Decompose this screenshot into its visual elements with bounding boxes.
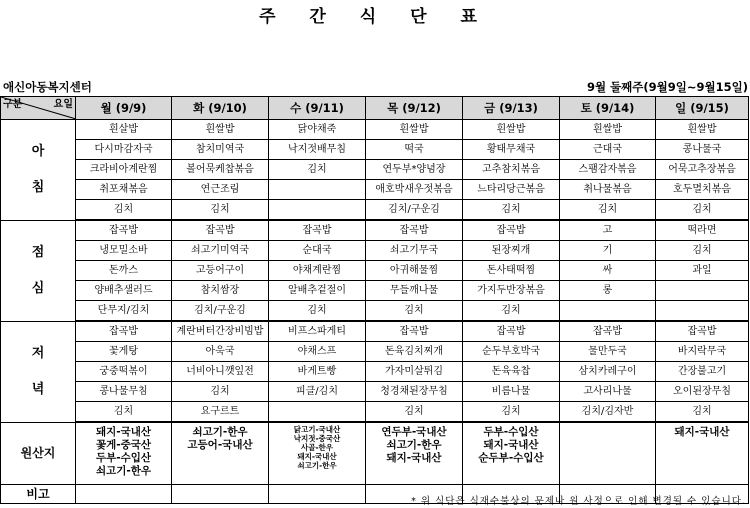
meal-label-lunch — [1, 220, 76, 321]
menu-cell: 콩나물무침 — [76, 382, 172, 402]
meal-label-char: 저 — [31, 345, 45, 361]
note-cell — [172, 485, 269, 504]
menu-cell: 취나물볶음 — [560, 180, 656, 200]
menu-cell: 요구르트 — [172, 402, 269, 423]
menu-cell: 근대국 — [560, 140, 656, 160]
meal-label-char: 심 — [31, 280, 45, 296]
origin-line: 꽃게-중국산 — [95, 439, 152, 451]
origin-cell — [656, 422, 749, 485]
origin-row — [1, 422, 749, 485]
meal-label-char: 침 — [31, 179, 45, 195]
menu-cell: 물만두국 — [560, 342, 656, 362]
origin-line: 낙지젓-중국산 — [293, 434, 341, 443]
menu-cell: 느타리당근볶음 — [463, 180, 560, 200]
menu-cell: 김치 — [463, 301, 560, 322]
menu-cell: 흰쌀밥 — [656, 120, 749, 140]
menu-cell: 간장불고기 — [656, 362, 749, 382]
menu-cell: 바지락무국 — [656, 342, 749, 362]
menu-cell: 흰쌀밥 — [560, 120, 656, 140]
meal-label-char: 녁 — [31, 381, 45, 397]
menu-row — [1, 220, 749, 241]
menu-cell — [269, 200, 366, 221]
menu-cell: 김치 — [560, 200, 656, 221]
menu-cell: 잡곡밥 — [76, 220, 172, 241]
menu-cell: 황태무채국 — [463, 140, 560, 160]
menu-cell: 연근조림 — [172, 180, 269, 200]
menu-cell: 롱 — [560, 281, 656, 301]
origin-line: 두부-수입산 — [95, 452, 152, 464]
menu-cell: 어묵고추장볶음 — [656, 160, 749, 180]
origin-cell — [560, 422, 656, 485]
menu-cell: 스팸감자볶음 — [560, 160, 656, 180]
origin-cell — [172, 422, 269, 485]
menu-cell: 김치 — [656, 402, 749, 423]
note-cell — [269, 485, 366, 504]
origin-cell — [366, 422, 463, 485]
menu-row — [1, 241, 749, 261]
menu-row — [1, 261, 749, 281]
origin-cell — [76, 422, 172, 485]
origin-line: 쇠고기-한우 — [297, 461, 337, 470]
origin-line: 사골-한우 — [300, 443, 334, 452]
menu-cell: 잡곡밥 — [269, 220, 366, 241]
menu-cell: 김치 — [366, 301, 463, 322]
meal-label-char: 아 — [31, 143, 45, 159]
menu-cell: 김치 — [366, 402, 463, 423]
menu-cell: 무들깨나물 — [366, 281, 463, 301]
menu-body — [1, 120, 749, 504]
menu-cell: 돈까스 — [76, 261, 172, 281]
origin-cell — [463, 422, 560, 485]
menu-cell — [269, 180, 366, 200]
menu-cell: 흰쌀밥 — [366, 120, 463, 140]
menu-row — [1, 402, 749, 423]
menu-cell: 흰쌀밥 — [172, 120, 269, 140]
menu-cell: 야채스프 — [269, 342, 366, 362]
meal-label-char: 점 — [31, 244, 45, 260]
menu-cell: 냉모밀소바 — [76, 241, 172, 261]
header-row — [1, 97, 749, 120]
menu-row — [1, 200, 749, 221]
menu-cell: 잡곡밥 — [656, 321, 749, 342]
menu-cell — [656, 301, 749, 322]
origin-line: 순두부-수입산 — [478, 452, 544, 464]
menu-cell: 고 — [560, 220, 656, 241]
menu-cell: 돈육김치찌개 — [366, 342, 463, 362]
menu-row — [1, 120, 749, 140]
origin-line: 돼지-국내산 — [483, 439, 539, 451]
menu-cell: 참치미역국 — [172, 140, 269, 160]
corner-label-category: 구분 — [3, 99, 23, 110]
origin-line: 돼지-국내산 — [95, 426, 152, 438]
menu-cell: 김치 — [269, 301, 366, 322]
menu-cell: 된장찌개 — [463, 241, 560, 261]
menu-cell: 청경채된장무침 — [366, 382, 463, 402]
menu-cell — [560, 301, 656, 322]
menu-cell: 순대국 — [269, 241, 366, 261]
menu-cell: 계란버터간장비빔밥 — [172, 321, 269, 342]
origin-line: 연두부-국내산 — [381, 426, 447, 438]
menu-row — [1, 281, 749, 301]
menu-cell: 너비아니깻잎전 — [172, 362, 269, 382]
menu-cell: 김치 — [172, 200, 269, 221]
meal-label-dinner — [1, 321, 76, 422]
menu-cell: 궁중떡볶이 — [76, 362, 172, 382]
day-header-mon: 월 (9/9) — [76, 97, 172, 120]
day-header-fri: 금 (9/13) — [463, 97, 560, 120]
day-header-sun: 일 (9/15) — [656, 97, 749, 120]
menu-cell: 알배추겉절이 — [269, 281, 366, 301]
menu-cell: 아귀해물찜 — [366, 261, 463, 281]
day-header-wed: 수 (9/11) — [269, 97, 366, 120]
menu-cell: 가자미살튀김 — [366, 362, 463, 382]
menu-cell: 삼치카레구이 — [560, 362, 656, 382]
menu-cell: 기 — [560, 241, 656, 261]
menu-cell: 가지두반장볶음 — [463, 281, 560, 301]
menu-cell: 꽃게탕 — [76, 342, 172, 362]
origin-line: 돼지-국내산 — [297, 452, 337, 461]
menu-period: 9월 둘째주(9월9일~9월15일) — [586, 80, 748, 94]
menu-cell: 김치 — [656, 241, 749, 261]
menu-cell: 잡곡밥 — [366, 220, 463, 241]
menu-cell: 잡곡밥 — [366, 321, 463, 342]
menu-cell: 취포채볶음 — [76, 180, 172, 200]
menu-cell: 비름나물 — [463, 382, 560, 402]
menu-row — [1, 382, 749, 402]
day-header-tue: 화 (9/10) — [172, 97, 269, 120]
menu-cell: 고추참치볶음 — [463, 160, 560, 180]
origin-line: 고등어-국내산 — [187, 439, 253, 451]
menu-cell: 순두부호박국 — [463, 342, 560, 362]
menu-cell: 호두멸치볶음 — [656, 180, 749, 200]
menu-cell: 애호박새우젓볶음 — [366, 180, 463, 200]
origin-line: 쇠고기-한우 — [386, 439, 442, 451]
menu-row — [1, 362, 749, 382]
menu-cell: 잡곡밥 — [172, 220, 269, 241]
menu-cell: 흰살밥 — [76, 120, 172, 140]
menu-cell: 다시마감자국 — [76, 140, 172, 160]
menu-cell: 낙지젓배무침 — [269, 140, 366, 160]
menu-cell: 피클/김치 — [269, 382, 366, 402]
day-header-thu: 목 (9/12) — [366, 97, 463, 120]
origin-label: 원산지 — [1, 422, 76, 485]
menu-cell: 잡곡밥 — [560, 321, 656, 342]
menu-cell: 바게트빵 — [269, 362, 366, 382]
note-label: 비고 — [1, 485, 76, 504]
menu-row — [1, 342, 749, 362]
organization-name: 애신아동복지센터 — [3, 80, 92, 94]
menu-row — [1, 160, 749, 180]
origin-line: 돼지-국내산 — [674, 426, 730, 438]
origin-line: 두부-수입산 — [483, 426, 539, 438]
menu-row — [1, 140, 749, 160]
menu-cell: 단무지/김치 — [76, 301, 172, 322]
menu-cell: 잡곡밥 — [76, 321, 172, 342]
menu-cell: 흰쌀밥 — [463, 120, 560, 140]
origin-line: 쇠고기-한우 — [95, 465, 152, 477]
menu-cell: 닭야채죽 — [269, 120, 366, 140]
menu-cell: 김치 — [463, 402, 560, 423]
origin-cell — [269, 422, 366, 485]
weekly-menu-table — [0, 96, 749, 504]
menu-cell: 비프스파게티 — [269, 321, 366, 342]
menu-cell: 과일 — [656, 261, 749, 281]
menu-cell: 야채계란찜 — [269, 261, 366, 281]
menu-cell: 김치/김자반 — [560, 402, 656, 423]
menu-cell: 쇠고기미역국 — [172, 241, 269, 261]
menu-cell: 김치 — [656, 200, 749, 221]
day-header-sat: 토 (9/14) — [560, 97, 656, 120]
menu-cell: 돈사태떡찜 — [463, 261, 560, 281]
menu-cell: 떡국 — [366, 140, 463, 160]
corner-label-weekday: 요일 — [53, 99, 73, 110]
menu-cell: 양배추샐러드 — [76, 281, 172, 301]
menu-cell: 잡곡밥 — [463, 220, 560, 241]
menu-cell: 김치 — [269, 160, 366, 180]
menu-cell: 쇠고기무국 — [366, 241, 463, 261]
note-cell — [76, 485, 172, 504]
menu-cell: 잡곡밥 — [463, 321, 560, 342]
menu-cell: 아욱국 — [172, 342, 269, 362]
corner-cell — [1, 97, 76, 120]
menu-row — [1, 180, 749, 200]
menu-cell: 참치쌈장 — [172, 281, 269, 301]
menu-cell: 크라비아계란찜 — [76, 160, 172, 180]
menu-cell: 김치 — [463, 200, 560, 221]
footnote: * 위 식단은 식재수불상의 문제나 원 사정으로 인해 변경될 수 있습니다. — [411, 496, 746, 507]
menu-cell: 싸 — [560, 261, 656, 281]
menu-cell: 오이된장무침 — [656, 382, 749, 402]
menu-cell — [656, 281, 749, 301]
origin-line: 닭고기-국내산 — [293, 425, 341, 434]
menu-cell: 떡라면 — [656, 220, 749, 241]
menu-cell: 김치/구운김 — [172, 301, 269, 322]
origin-line: 돼지-국내산 — [386, 452, 442, 464]
menu-row — [1, 301, 749, 322]
menu-cell: 볼어묵케찹볶음 — [172, 160, 269, 180]
menu-cell: 연두부*양념장 — [366, 160, 463, 180]
menu-cell: 콩나물국 — [656, 140, 749, 160]
menu-cell: 김치 — [172, 382, 269, 402]
menu-cell: 김치 — [76, 200, 172, 221]
menu-row — [1, 321, 749, 342]
menu-cell: 돈육육찹 — [463, 362, 560, 382]
meal-label-breakfast — [1, 120, 76, 221]
origin-line: 쇠고기-한우 — [192, 426, 248, 438]
menu-cell: 김치 — [76, 402, 172, 423]
menu-cell: 고사리나물 — [560, 382, 656, 402]
menu-cell: 고등어구이 — [172, 261, 269, 281]
menu-cell — [269, 402, 366, 423]
page-title: 주 간 식 단 표 — [259, 7, 491, 27]
menu-cell: 김치/구운김 — [366, 200, 463, 221]
